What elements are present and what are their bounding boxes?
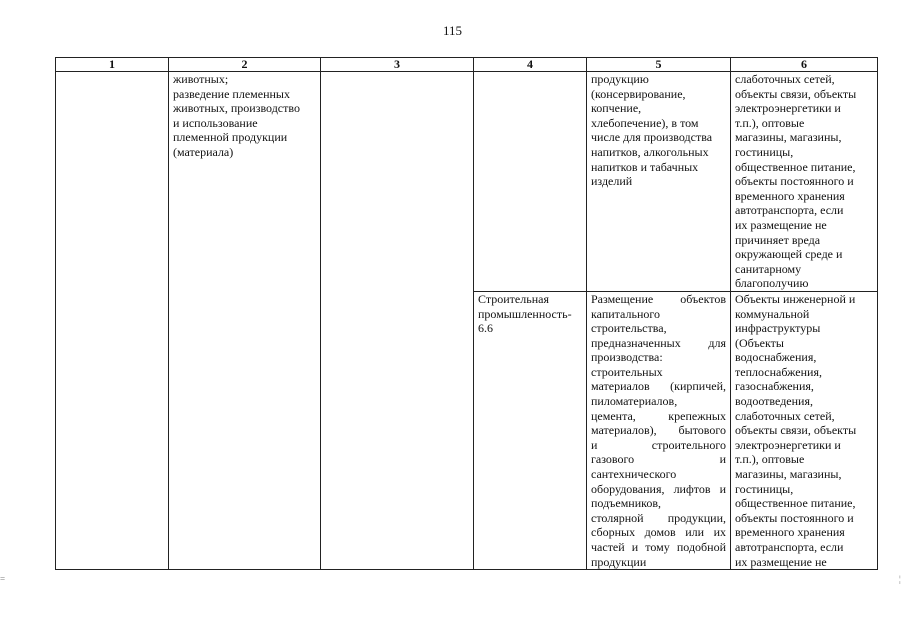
- header-col-3: 3: [321, 58, 474, 72]
- text-line: числе для производства: [591, 130, 713, 145]
- text-line: теплоснабжения,: [735, 364, 822, 379]
- text-line: т.п.), оптовые: [735, 115, 805, 130]
- text-line: сантехнического: [591, 467, 677, 482]
- text-line: и использование: [173, 115, 258, 130]
- land-use-table: [55, 57, 878, 570]
- text-line: их размещение не: [735, 217, 827, 232]
- text-line: слаботочных сетей,: [735, 72, 835, 86]
- text-line: 6.6: [478, 321, 493, 336]
- text-line: разведение племенных: [173, 86, 290, 101]
- text-line: т.п.), оптовые: [735, 452, 805, 467]
- text-line: промышленность-: [478, 306, 572, 321]
- cell-r2-c6: [731, 291, 878, 569]
- text-line: (Объекты: [735, 335, 784, 350]
- text-line: электроэнергетики и: [735, 101, 841, 116]
- text-line: объекты связи, объекты: [735, 423, 857, 438]
- text-line: животных, производство: [173, 101, 300, 116]
- header-col-2: 2: [169, 58, 321, 72]
- text-line: цемента, крепежных: [591, 408, 726, 423]
- header-col-5: 5: [587, 58, 731, 72]
- text-line: племенной продукции: [173, 130, 288, 145]
- text-line: предназначенных для: [591, 335, 726, 350]
- page-number: 115: [442, 23, 463, 38]
- text-line: пиломатериалов,: [591, 394, 678, 409]
- text-line: подъемников,: [591, 496, 662, 511]
- text-line: изделий: [591, 174, 633, 189]
- text-line: хлебопечение), в том: [591, 115, 699, 130]
- text-line: копчение,: [591, 101, 642, 116]
- text-line: сборных домов или их: [591, 525, 726, 540]
- text-line: объекты связи, объекты: [735, 86, 857, 101]
- header-row: [56, 58, 878, 72]
- text-line: продукции: [591, 554, 647, 569]
- table-row: [56, 72, 878, 292]
- text-line: столярной продукции,: [591, 510, 726, 525]
- text-line: напитков и табачных: [591, 159, 699, 174]
- text-line: слаботочных сетей,: [735, 408, 835, 423]
- cell-r1-c5: [587, 72, 731, 292]
- text-line: автотранспорта, если: [735, 540, 844, 554]
- header-col-6: 6: [731, 58, 878, 72]
- text-line: Строительная: [478, 291, 549, 306]
- text-line: строительных: [591, 364, 663, 379]
- text-line: объекты постоянного и: [735, 174, 854, 189]
- text-line: материалов (кирпичей,: [591, 379, 726, 394]
- text-line: оборудования, лифтов и: [591, 481, 726, 496]
- text-line: окружающей среде и: [735, 247, 843, 262]
- text-line: и строительного: [591, 437, 726, 452]
- text-line: санитарному: [735, 261, 802, 276]
- cell-r1-c6: [731, 72, 878, 292]
- cell-r2-c4: [474, 291, 587, 569]
- text-line: капитального: [591, 306, 660, 321]
- text-line: магазины, магазины,: [735, 130, 842, 145]
- text-line: гостиницы,: [735, 144, 794, 159]
- text-line: автотранспорта, если: [735, 203, 844, 218]
- left-margin-mark: =: [0, 574, 6, 584]
- text-line: Объекты инженерной и: [735, 291, 856, 306]
- text-line: (материала): [173, 144, 234, 159]
- text-line: благополучию: [735, 276, 809, 291]
- text-line: водоснабжения,: [735, 350, 817, 365]
- text-line: водоотведения,: [735, 394, 813, 409]
- text-line: (консервирование,: [591, 86, 686, 101]
- text-line: временного хранения: [735, 188, 845, 203]
- header-col-1: 1: [56, 58, 169, 72]
- text-line: электроэнергетики и: [735, 437, 841, 452]
- cell-r2-c5: [587, 291, 731, 569]
- cell-r1-c4: [474, 72, 587, 292]
- text-line: газоснабжения,: [735, 379, 814, 394]
- text-line: временного хранения: [735, 525, 845, 540]
- text-line: причиняет вреда: [735, 232, 821, 247]
- cell-r1-c3: [321, 72, 474, 570]
- right-margin-mark: ¦: [899, 574, 901, 584]
- text-line: магазины, магазины,: [735, 467, 842, 482]
- text-line: напитков, алкогольных: [591, 144, 709, 159]
- cell-r1-c1: [56, 72, 169, 570]
- cell-r1-c2: [169, 72, 321, 570]
- text-line: их размещение не: [735, 554, 827, 569]
- text-line: материалов), бытового: [591, 423, 726, 438]
- text-line: строительства,: [591, 321, 667, 336]
- text-line: газового и: [591, 452, 726, 467]
- header-col-4: 4: [474, 58, 587, 72]
- text-line: Размещение объектов: [591, 291, 726, 306]
- text-line: частей и тому подобной: [591, 540, 726, 554]
- text-line: производства:: [591, 350, 663, 365]
- text-line: коммунальной: [735, 306, 810, 321]
- text-line: животных;: [173, 72, 229, 86]
- text-line: продукцию: [591, 72, 649, 86]
- text-line: общественное питание,: [735, 159, 856, 174]
- text-line: гостиницы,: [735, 481, 794, 496]
- text-line: общественное питание,: [735, 496, 856, 511]
- text-line: объекты постоянного и: [735, 510, 854, 525]
- text-line: инфраструктуры: [735, 321, 821, 336]
